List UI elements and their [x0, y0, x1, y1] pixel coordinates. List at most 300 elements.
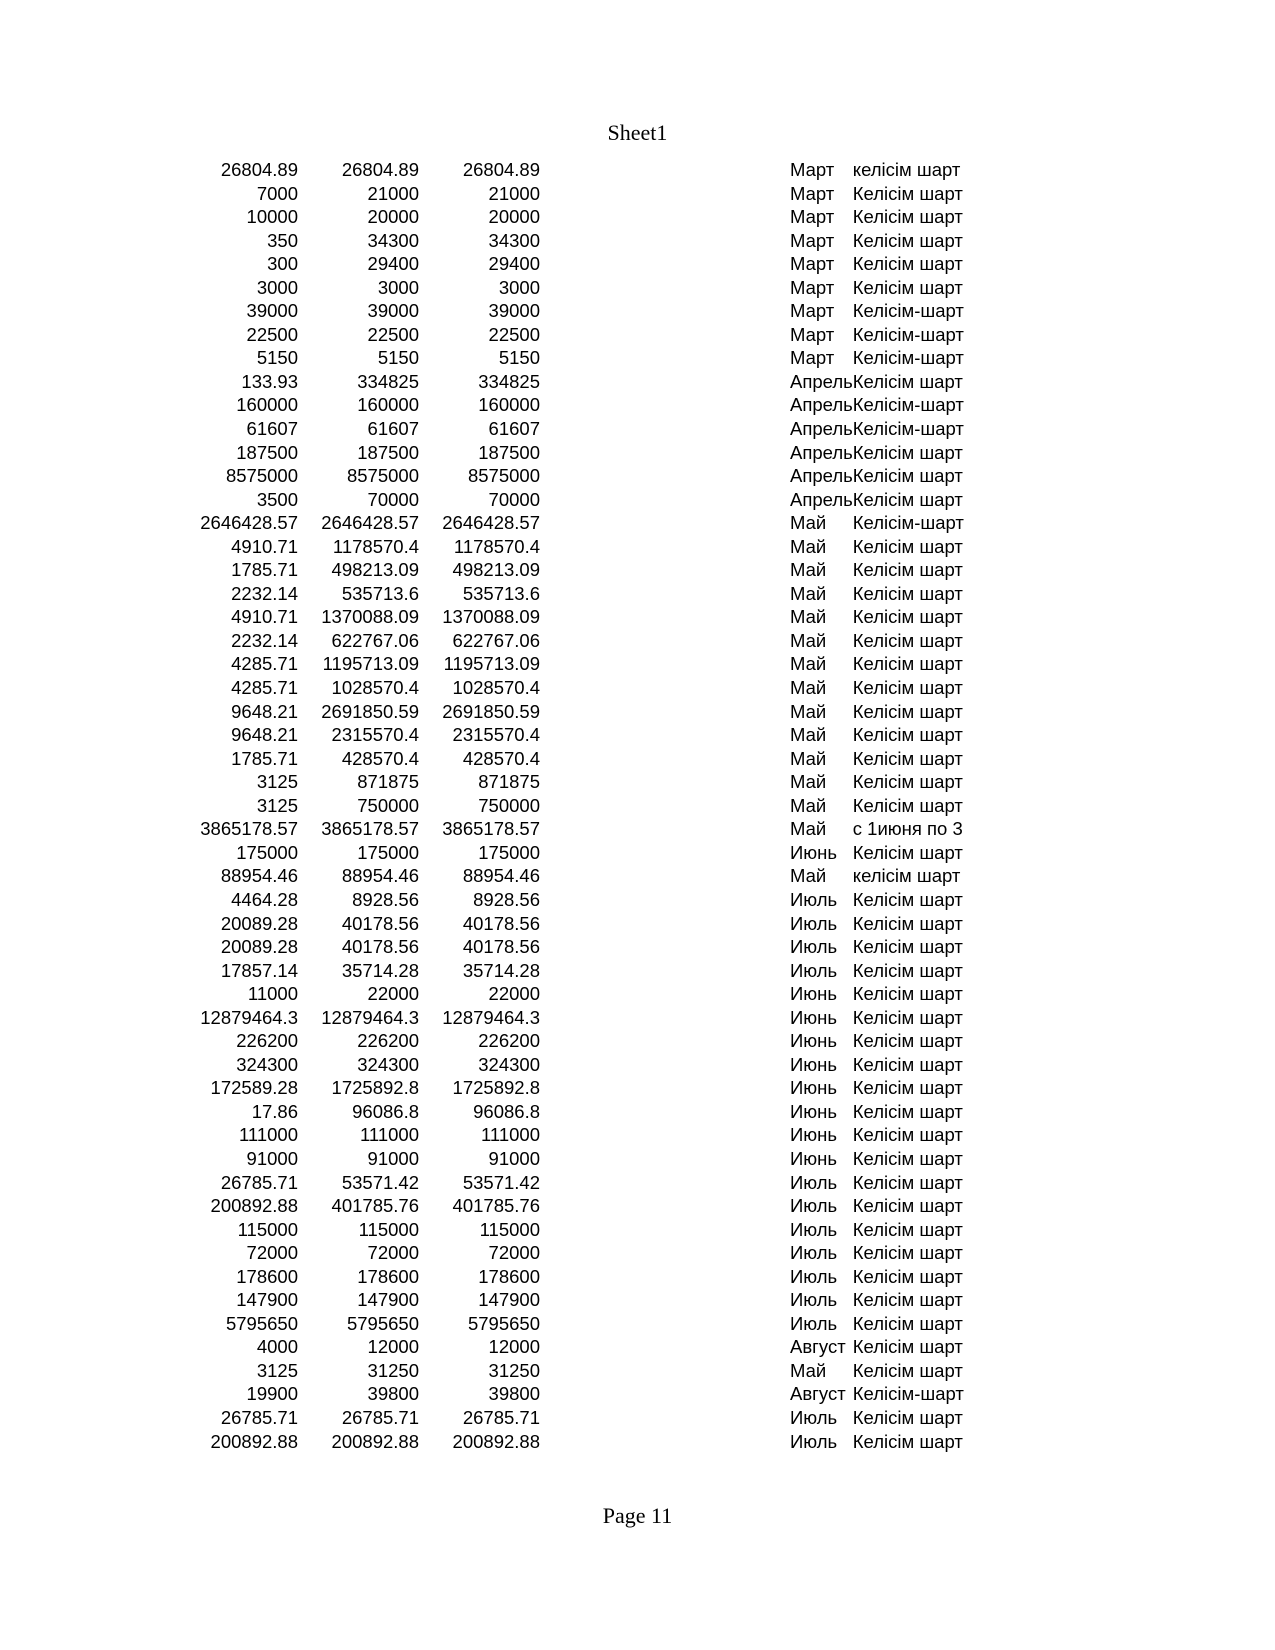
table-row: [0, 417, 1089, 441]
amount-cell: 9648.21: [231, 700, 298, 722]
sum-cell: 34300: [488, 229, 540, 251]
sum-cell: 22000: [488, 983, 540, 1005]
amount-cell: 12879464.3: [200, 1006, 298, 1028]
month-cell: Июнь: [790, 983, 838, 1005]
amount-cell: 111000: [239, 1124, 298, 1146]
sum-cell: 2691850.59: [442, 700, 540, 722]
sum-cell: 35714.28: [462, 959, 540, 981]
table-row: [0, 1406, 1089, 1430]
month-cell: Июнь: [790, 1124, 838, 1146]
document-type-cell: Келісім шарт: [852, 465, 963, 487]
amount-cell: 4910.71: [231, 535, 298, 557]
month-cell: Май: [790, 724, 827, 746]
document-type-cell: Келісім шарт: [852, 1265, 963, 1287]
month-cell: Май: [790, 629, 827, 651]
document-type-cell: Келісім шарт: [852, 441, 963, 463]
sum-cell: 178600: [478, 1265, 540, 1287]
table-row: [0, 1029, 1089, 1053]
month-cell: Май: [790, 747, 827, 769]
document-type-cell: Келісім шарт: [852, 1053, 963, 1075]
total-cell: 2646428.57: [321, 512, 419, 534]
amount-cell: 26804.89: [220, 159, 298, 180]
document-type-cell: Келісім-шарт: [852, 323, 964, 345]
total-cell: 178600: [357, 1265, 419, 1287]
table-row: [0, 558, 1089, 582]
total-cell: 53571.42: [341, 1171, 419, 1193]
table-row: [0, 700, 1089, 724]
month-cell: Май: [790, 606, 827, 628]
total-cell: 401785.76: [331, 1195, 419, 1217]
sum-cell: 12879464.3: [442, 1006, 540, 1028]
document-type-cell: Келісім шарт: [852, 582, 963, 604]
document-type-cell: Келісім шарт: [852, 841, 963, 863]
document-type-cell: Келісім шарт: [852, 1336, 963, 1358]
amount-cell: 1785.71: [231, 559, 298, 581]
table-row: [0, 935, 1089, 959]
sum-cell: 88954.46: [462, 865, 540, 887]
document-type-cell: Келісім шарт: [852, 1289, 963, 1311]
document-type-cell: Келісім шарт: [852, 1124, 963, 1146]
total-cell: 26785.71: [341, 1406, 419, 1428]
total-cell: 535713.6: [341, 582, 419, 604]
table-row: [0, 1100, 1089, 1124]
table-row: [0, 652, 1089, 676]
table-row: [0, 959, 1089, 983]
sum-cell: 535713.6: [462, 582, 540, 604]
sum-cell: 29400: [488, 253, 540, 275]
amount-cell: 10000: [246, 206, 298, 228]
sum-cell: 200892.88: [452, 1430, 540, 1452]
month-cell: Июль: [790, 1171, 838, 1193]
month-cell: Март: [790, 347, 835, 369]
table-row: [0, 299, 1089, 323]
table-row: [0, 370, 1089, 394]
document-type-cell: Келісім шарт: [852, 888, 963, 910]
month-cell: Июль: [790, 888, 838, 910]
month-cell: Июль: [790, 1218, 838, 1240]
sum-cell: 39000: [488, 300, 540, 322]
amount-cell: 300: [267, 253, 298, 275]
sum-cell: 1195713.09: [443, 653, 540, 675]
amount-cell: 7000: [256, 182, 298, 204]
table-row: [0, 676, 1089, 700]
month-cell: Июнь: [790, 1053, 838, 1075]
sum-cell: 26785.71: [462, 1406, 540, 1428]
table-row: [0, 770, 1089, 794]
month-cell: Июнь: [790, 1030, 838, 1052]
sum-cell: 160000: [478, 394, 540, 416]
table-row: [0, 252, 1089, 276]
amount-cell: 26785.71: [220, 1406, 298, 1428]
month-cell: Июль: [790, 1289, 838, 1311]
total-cell: 21000: [367, 182, 419, 204]
total-cell: 8575000: [346, 465, 419, 487]
document-type-cell: Келісім шарт: [852, 1406, 963, 1428]
month-cell: Июнь: [790, 1100, 838, 1122]
amount-cell: 200892.88: [210, 1195, 298, 1217]
month-cell: Апрель: [790, 488, 853, 510]
sum-cell: 12000: [488, 1336, 540, 1358]
table-row: [0, 535, 1089, 559]
month-cell: Май: [790, 653, 827, 675]
table-row: [0, 393, 1089, 417]
month-cell: Июнь: [790, 1147, 838, 1169]
sum-cell: 175000: [478, 841, 540, 863]
total-cell: 498213.09: [331, 559, 419, 581]
total-cell: 22000: [367, 983, 419, 1005]
month-cell: Май: [790, 865, 827, 887]
table-row: [0, 205, 1089, 229]
amount-cell: 26785.71: [220, 1171, 298, 1193]
amount-cell: 4000: [256, 1336, 298, 1358]
document-type-cell: Келісім шарт: [852, 1359, 963, 1381]
document-type-cell: Келісім шарт: [852, 535, 963, 557]
month-cell: Март: [790, 276, 835, 298]
month-cell: Июль: [790, 936, 838, 958]
sum-cell: 8928.56: [473, 888, 540, 910]
table-row: [0, 582, 1089, 606]
total-cell: 1370088.09: [321, 606, 419, 628]
total-cell: 200892.88: [331, 1430, 419, 1452]
document-type-cell: Келісім шарт: [852, 747, 963, 769]
month-cell: Июнь: [790, 1006, 838, 1028]
amount-cell: 20089.28: [220, 912, 298, 934]
total-cell: 1195713.09: [322, 653, 419, 675]
table-row: [0, 1123, 1089, 1147]
table-row: [0, 1147, 1089, 1171]
table-row: [0, 605, 1089, 629]
sum-cell: 3865178.57: [442, 818, 540, 840]
table-row: [0, 488, 1089, 512]
document-type-cell: Келісім шарт: [852, 559, 963, 581]
sum-cell: 21000: [488, 182, 540, 204]
document-type-cell: Келісім-шарт: [852, 1383, 964, 1405]
table-row: [0, 1218, 1089, 1242]
document-type-cell: Келісім-шарт: [852, 394, 964, 416]
total-cell: 428570.4: [341, 747, 419, 769]
amount-cell: 4910.71: [231, 606, 298, 628]
amount-cell: 324300: [236, 1053, 298, 1075]
sum-cell: 22500: [488, 323, 540, 345]
sum-cell: 70000: [488, 488, 540, 510]
sum-cell: 2315570.4: [452, 724, 540, 746]
amount-cell: 4464.28: [231, 888, 298, 910]
sum-cell: 39800: [488, 1383, 540, 1405]
amount-cell: 1785.71: [231, 747, 298, 769]
month-cell: Март: [790, 253, 835, 275]
sum-cell: 26804.89: [462, 159, 540, 180]
sum-cell: 498213.09: [452, 559, 540, 581]
document-type-cell: Келісім-шарт: [852, 418, 964, 440]
amount-cell: 88954.46: [220, 865, 298, 887]
document-type-cell: Келісім шарт: [852, 936, 963, 958]
total-cell: 2691850.59: [321, 700, 419, 722]
sum-cell: 2646428.57: [442, 512, 540, 534]
month-cell: Май: [790, 700, 827, 722]
table-row: [0, 1359, 1089, 1383]
document-type-cell: Келісім шарт: [852, 629, 963, 651]
total-cell: 40178.56: [341, 912, 419, 934]
total-cell: 70000: [367, 488, 419, 510]
total-cell: 3865178.57: [321, 818, 419, 840]
document-type-cell: Келісім шарт: [852, 1030, 963, 1052]
total-cell: 334825: [357, 370, 419, 392]
sum-cell: 91000: [488, 1147, 540, 1169]
data-table: [0, 158, 1089, 1453]
total-cell: 226200: [357, 1030, 419, 1052]
document-type-cell: Келісім шарт: [852, 488, 963, 510]
document-type-cell: Келісім-шарт: [852, 347, 964, 369]
sum-cell: 147900: [478, 1289, 540, 1311]
total-cell: 26804.89: [341, 159, 419, 180]
total-cell: 31250: [367, 1359, 419, 1381]
document-type-cell: Келісім шарт: [852, 1430, 963, 1452]
sum-cell: 31250: [488, 1359, 540, 1381]
sum-cell: 622767.06: [452, 629, 540, 651]
document-type-cell: Келісім шарт: [852, 1006, 963, 1028]
table-row: [0, 511, 1089, 535]
total-cell: 5150: [377, 347, 419, 369]
amount-cell: 17.86: [251, 1100, 298, 1122]
month-cell: Март: [790, 182, 835, 204]
amount-cell: 133.93: [241, 370, 298, 392]
sum-cell: 428570.4: [462, 747, 540, 769]
sheet-title: Sheet1: [607, 120, 668, 145]
sum-cell: 111000: [481, 1124, 540, 1146]
total-cell: 96086.8: [352, 1100, 419, 1122]
sum-cell: 187500: [478, 441, 540, 463]
table-row: [0, 747, 1089, 771]
document-type-cell: Келісім шарт: [852, 606, 963, 628]
document-type-cell: Келісім-шарт: [852, 300, 964, 322]
table-row: [0, 1312, 1089, 1336]
table-row: [0, 229, 1089, 253]
document-type-cell: Келісім шарт: [852, 370, 963, 392]
document-type-cell: Келісім шарт: [852, 1171, 963, 1193]
amount-cell: 172589.28: [210, 1077, 298, 1099]
month-cell: Май: [790, 512, 827, 534]
month-cell: Апрель: [790, 441, 853, 463]
table-row: [0, 864, 1089, 888]
document-type-cell: Келісім шарт: [852, 794, 963, 816]
month-cell: Март: [790, 206, 835, 228]
total-cell: 1725892.8: [331, 1077, 419, 1099]
total-cell: 871875: [357, 771, 419, 793]
sum-cell: 226200: [478, 1030, 540, 1052]
sum-cell: 401785.76: [452, 1195, 540, 1217]
amount-cell: 178600: [236, 1265, 298, 1287]
total-cell: 1028570.4: [331, 677, 419, 699]
table-row: [0, 1241, 1089, 1265]
total-cell: 22500: [367, 323, 419, 345]
amount-cell: 5150: [256, 347, 298, 369]
amount-cell: 175000: [236, 841, 298, 863]
document-type-cell: Келісім шарт: [852, 677, 963, 699]
document-type-cell: Келісім шарт: [852, 700, 963, 722]
total-cell: 622767.06: [331, 629, 419, 651]
table-body: [0, 158, 1089, 1453]
sum-cell: 5795650: [467, 1312, 540, 1334]
amount-cell: 147900: [236, 1289, 298, 1311]
sum-cell: 40178.56: [462, 936, 540, 958]
total-cell: 39000: [367, 300, 419, 322]
sum-cell: 750000: [478, 794, 540, 816]
amount-cell: 5795650: [225, 1312, 298, 1334]
document-type-cell: с 1июня по 3: [852, 818, 963, 840]
amount-cell: 160000: [236, 394, 298, 416]
month-cell: Май: [790, 582, 827, 604]
table-row: [0, 346, 1089, 370]
document-type-cell: Келісім шарт: [852, 653, 963, 675]
page-number: Page 11: [602, 1503, 673, 1528]
document-type-cell: Келісім шарт: [852, 229, 963, 251]
table-row: [0, 182, 1089, 206]
month-cell: Август: [790, 1336, 846, 1358]
amount-cell: 39000: [246, 300, 298, 322]
amount-cell: 17857.14: [220, 959, 298, 981]
sum-cell: 20000: [488, 206, 540, 228]
month-cell: Июнь: [790, 1077, 838, 1099]
amount-cell: 8575000: [225, 465, 298, 487]
total-cell: 324300: [357, 1053, 419, 1075]
document-type-cell: Келісім шарт: [852, 182, 963, 204]
month-cell: Июль: [790, 1195, 838, 1217]
month-cell: Апрель: [790, 394, 853, 416]
document-type-cell: Келісім-шарт: [852, 512, 964, 534]
amount-cell: 4285.71: [231, 653, 298, 675]
total-cell: 2315570.4: [331, 724, 419, 746]
month-cell: Март: [790, 229, 835, 251]
month-cell: Март: [790, 300, 835, 322]
table-row: [0, 1006, 1089, 1030]
amount-cell: 3125: [256, 771, 298, 793]
total-cell: 91000: [367, 1147, 419, 1169]
month-cell: Май: [790, 818, 827, 840]
table-row: [0, 982, 1089, 1006]
amount-cell: 11000: [247, 983, 298, 1005]
amount-cell: 2232.14: [231, 582, 298, 604]
table-row: [0, 441, 1089, 465]
amount-cell: 226200: [236, 1030, 298, 1052]
table-row: [0, 1288, 1089, 1312]
total-cell: 29400: [367, 253, 419, 275]
table-row: [0, 276, 1089, 300]
total-cell: 750000: [357, 794, 419, 816]
table-row: [0, 1430, 1089, 1454]
sum-cell: 1178570.4: [453, 535, 540, 557]
total-cell: 147900: [357, 1289, 419, 1311]
amount-cell: 3125: [256, 1359, 298, 1381]
sum-cell: 40178.56: [462, 912, 540, 934]
amount-cell: 115000: [237, 1218, 298, 1240]
month-cell: Май: [790, 535, 827, 557]
month-cell: Июнь: [790, 841, 838, 863]
document-type-cell: Келісім шарт: [852, 1077, 963, 1099]
table-row: [0, 1194, 1089, 1218]
amount-cell: 2232.14: [231, 629, 298, 651]
month-cell: Май: [790, 794, 827, 816]
month-cell: Июль: [790, 1406, 838, 1428]
sum-cell: 1028570.4: [452, 677, 540, 699]
amount-cell: 3865178.57: [200, 818, 298, 840]
table-row: [0, 1053, 1089, 1077]
sum-cell: 334825: [478, 370, 540, 392]
document-type-cell: Келісім шарт: [852, 206, 963, 228]
amount-cell: 72000: [246, 1242, 298, 1264]
document-type-cell: Келісім шарт: [852, 959, 963, 981]
month-cell: Март: [790, 159, 835, 180]
sum-cell: 72000: [488, 1242, 540, 1264]
sum-cell: 5150: [498, 347, 540, 369]
sum-cell: 871875: [478, 771, 540, 793]
sum-cell: 61607: [488, 418, 540, 440]
table-row: [0, 158, 1089, 182]
document-type-cell: Келісім шарт: [852, 724, 963, 746]
document-type-cell: Келісім шарт: [852, 912, 963, 934]
month-cell: Июль: [790, 1265, 838, 1287]
amount-cell: 4285.71: [231, 677, 298, 699]
amount-cell: 20089.28: [220, 936, 298, 958]
total-cell: 3000: [377, 276, 419, 298]
sum-cell: 3000: [498, 276, 540, 298]
amount-cell: 91000: [246, 1147, 298, 1169]
table-row: [0, 794, 1089, 818]
month-cell: Июль: [790, 912, 838, 934]
amount-cell: 2646428.57: [200, 512, 298, 534]
month-cell: Май: [790, 677, 827, 699]
total-cell: 1178570.4: [332, 535, 419, 557]
document-type-cell: келісім шарт: [852, 159, 961, 180]
document-type-cell: Келісім шарт: [852, 771, 963, 793]
sum-cell: 96086.8: [473, 1100, 540, 1122]
amount-cell: 22500: [246, 323, 298, 345]
table-row: [0, 1382, 1089, 1406]
document-type-cell: Келісім шарт: [852, 1195, 963, 1217]
total-cell: 34300: [367, 229, 419, 251]
table-row: [0, 723, 1089, 747]
month-cell: Июль: [790, 1430, 838, 1452]
month-cell: Май: [790, 559, 827, 581]
amount-cell: 200892.88: [210, 1430, 298, 1452]
total-cell: 111000: [360, 1124, 419, 1146]
total-cell: 160000: [357, 394, 419, 416]
amount-cell: 61607: [246, 418, 298, 440]
total-cell: 187500: [357, 441, 419, 463]
sum-cell: 115000: [479, 1218, 540, 1240]
month-cell: Апрель: [790, 418, 853, 440]
sum-cell: 324300: [478, 1053, 540, 1075]
month-cell: Май: [790, 1359, 827, 1381]
sum-cell: 8575000: [467, 465, 540, 487]
total-cell: 61607: [367, 418, 419, 440]
document-type-cell: Келісім шарт: [852, 276, 963, 298]
sum-cell: 1725892.8: [452, 1077, 540, 1099]
month-cell: Март: [790, 323, 835, 345]
total-cell: 72000: [367, 1242, 419, 1264]
month-cell: Апрель: [790, 465, 853, 487]
table-row: [0, 1076, 1089, 1100]
document-type-cell: келісім шарт: [852, 865, 961, 887]
amount-cell: 3500: [256, 488, 298, 510]
table-row: [0, 817, 1089, 841]
table-row: [0, 1171, 1089, 1195]
total-cell: 175000: [357, 841, 419, 863]
total-cell: 115000: [358, 1218, 419, 1240]
total-cell: 12000: [367, 1336, 419, 1358]
sum-cell: 53571.42: [462, 1171, 540, 1193]
document-type-cell: Келісім шарт: [852, 1312, 963, 1334]
month-cell: Май: [790, 771, 827, 793]
